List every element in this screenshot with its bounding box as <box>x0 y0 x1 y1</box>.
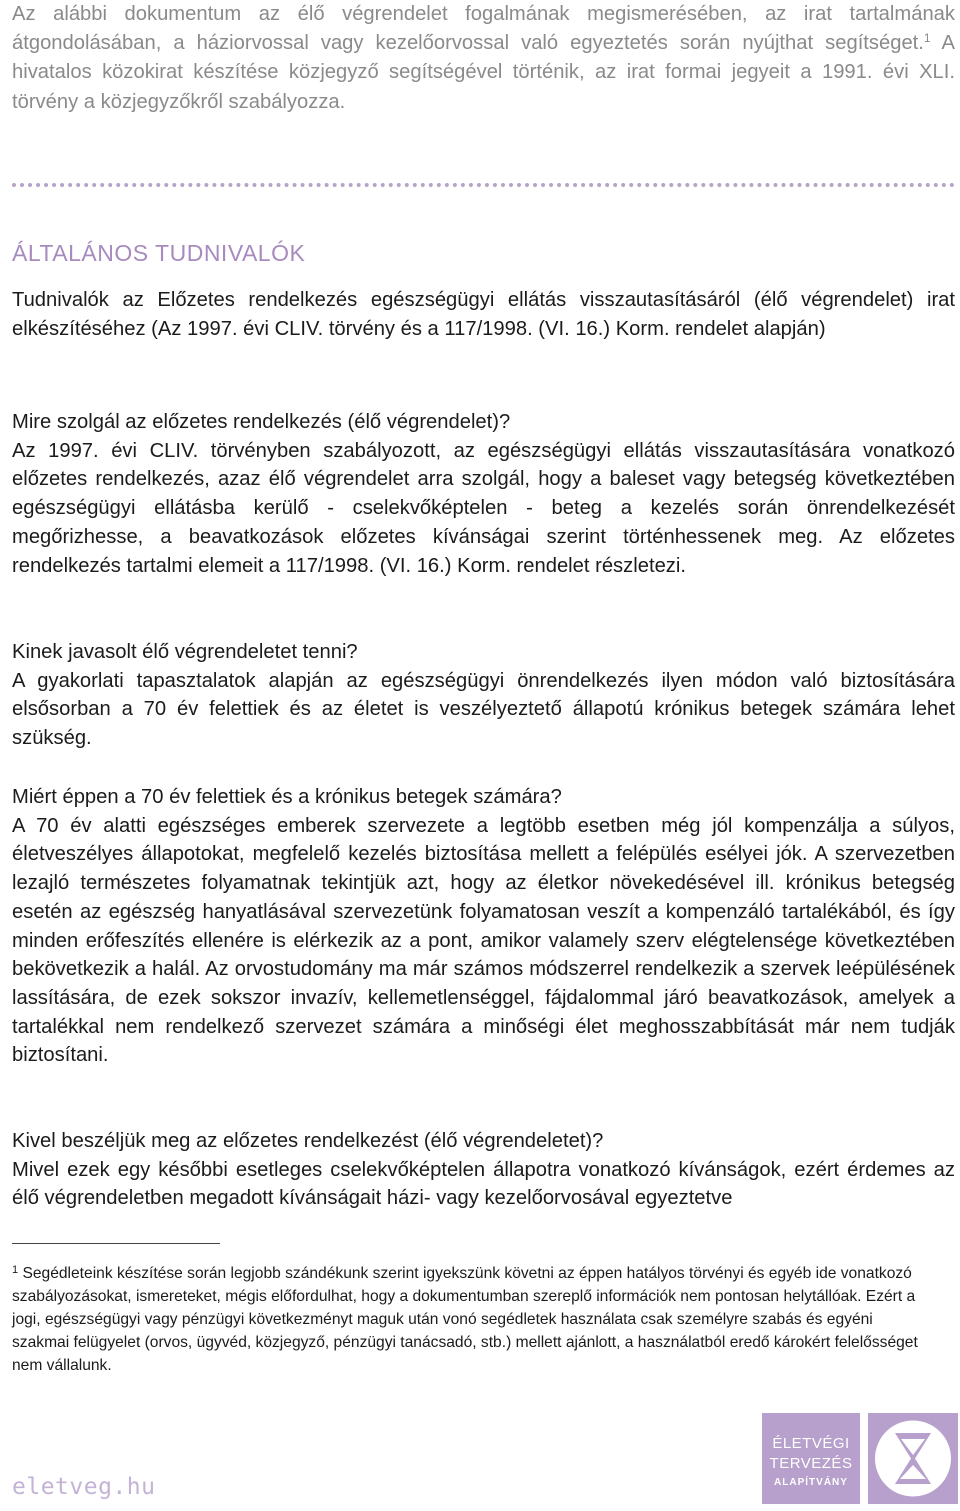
qa-answer: Mivel ezek egy későbbi esetleges cselekvőképtelen állapotra vonatkozó kívánságok, ezért érdemes az élő végrendeletben megadott kívánságait házi- vagy kezelőorvosával egyeztetve <box>12 1158 955 1210</box>
footnote-separator <box>12 1243 220 1244</box>
section-lead: Tudnivalók az Előzetes rendelkezés egészségügyi ellátás visszautasításáról (élő végrendelet) irat elkészítéséhez (Az 1997. évi CLIV. törvény és a 117/1998. (VI. 16.) Korm. rendelet alapján) <box>12 289 955 340</box>
hourglass-icon <box>868 1413 958 1504</box>
qa-block <box>12 638 955 753</box>
qa-block <box>12 1127 955 1213</box>
qa-answer: A gyakorlati tapasztalatok alapján az egészségügyi önrendelkezés ilyen módon való biztosítására elsősorban a 70 év felettiek és az életet is veszélyeztető állapotú krónikus betegek számára lehet szükség. <box>12 669 955 750</box>
qa-question: Mire szolgál az előzetes rendelkezés (élő végrendelet)? <box>12 411 511 433</box>
footnote-text: Segédleteink készítése során legjobb szándékunk szerint igyekszünk követni az éppen hatályos törvényi és egyéb ide vonatkozó szabályozásokat, ismereteket, mégis előfordulhat, hogy a dokumentumban szereplő információk nem pontosan helytállóak. Ezért a jogi, egészségügyi vagy pénzügyi következményt maguk után vonó segédletek használata csak személyre szabás és egyéni szakmai felügyelet (orvos, ügyvéd, közjegyző, pénzügyi tanácsadó, stb.) mellett ajánlott, a használatból eredő károkért felelősséget nem vállalunk. <box>12 1265 918 1375</box>
site-url-watermark[interactable]: eletveg.hu <box>12 1474 156 1500</box>
qa-block <box>12 783 955 1070</box>
intro-text-b: A hivatalos közokirat készítése közjegyző segítségével történik, az irat formai jegyeit a 1991. évi XLI. törvény a közjegyzőkről szabályozza. <box>12 32 955 113</box>
qa-question: Kinek javasolt élő végrendeletet tenni? <box>12 641 358 663</box>
qa-question: Kivel beszéljük meg az előzetes rendelkezést (élő végrendeletet)? <box>12 1130 604 1152</box>
foundation-logo[interactable] <box>762 1413 958 1504</box>
intro-paragraph <box>12 0 955 117</box>
footnote-number: 1 <box>12 1264 19 1276</box>
logo-line-3: ALAPÍTVÁNY <box>774 1477 848 1488</box>
qa-question: Miért éppen a 70 év felettiek és a krónikus betegek számára? <box>12 786 562 808</box>
dotted-divider <box>12 183 955 187</box>
intro-text-a: Az alábbi dokumentum az élő végrendelet fogalmának megismerésében, az irat tartalmának átgondolásában, a háziorvossal vagy kezelőorvossal való egyeztetés során nyújthat segítséget. <box>12 3 955 55</box>
logo-line-1: ÉLETVÉGI <box>772 1435 850 1452</box>
footnote-reference[interactable]: 1 <box>923 31 931 46</box>
footnote <box>12 1262 932 1377</box>
section-title: ÁLTALÁNOS TUDNIVALÓK <box>12 240 306 266</box>
qa-answer: A 70 év alatti egészséges emberek szervezete a legtöbb esetben még jól kompenzálja a súlyos, életveszélyes állapotokat, megfelelő kezelés biztosítása mellett a felépülés esélyei jók. A szervezetben lezajló természetes folyamatnak tekintjük azt, hogy az életkor növekedésével ill. krónikus betegség esetén az egészség hanyatlásával szervezetünk folyamatosan veszít a kompenzáló tartalékából, és így minden erőfeszítés ellenére is elérkezik az a pont, amikor valamely szerv elégtelensége következtében bekövetkezik a halál. Az orvostudomány ma már számos módszerrel rendelkezik a szervek leépülésének lassítására, de ezek sokszor invazív, kellemetlenséggel, fájdalommal járó beavatkozások, amelyek a tartalékkal nem rendelkező szervezet számára a minőségi élet meghosszabbítását már nem tudják biztosítani. <box>12 814 955 1067</box>
logo-line-2: TERVEZÉS <box>769 1455 853 1472</box>
qa-block <box>12 408 955 580</box>
qa-answer: Az 1997. évi CLIV. törvényben szabályozott, az egészségügyi ellátás visszautasítására vonatkozó előzetes rendelkezés, azaz élő végrendelet arra szolgál, hogy a baleset vagy betegség következtében egészségügyi ellátásba kerülő - cselekvőképtelen - beteg a kezelés során önrendelkezését megőrizhesse, a beavatkozások előzetes kívánságai szerint történhessenek meg. Az előzetes rendelkezés tartalmi elemeit a 117/1998. (VI. 16.) Korm. rendelet részletezi. <box>12 439 955 577</box>
logo-wordmark-box <box>762 1413 860 1504</box>
